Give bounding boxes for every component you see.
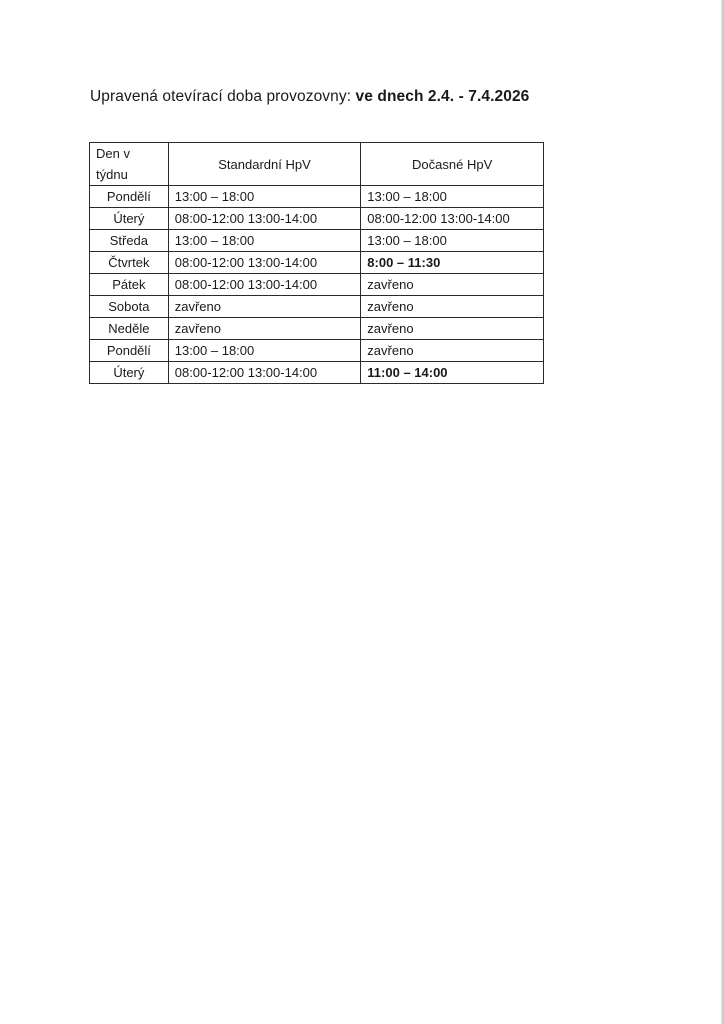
table-row [90, 340, 544, 362]
cell-standard-hours: 08:00-12:00 13:00-14:00 [168, 274, 361, 296]
table-row [90, 208, 544, 230]
table-row [90, 252, 544, 274]
header-day-line1: Den v [96, 146, 130, 161]
heading-dates: ve dnech 2.4. - 7.4.2026 [355, 88, 530, 105]
cell-temporary-hours: zavřeno [361, 296, 544, 318]
cell-day: Úterý [90, 362, 169, 384]
cell-day: Pondělí [90, 340, 169, 362]
cell-day: Neděle [90, 318, 169, 340]
cell-standard-hours: 08:00-12:00 13:00-14:00 [168, 362, 361, 384]
table-row [90, 362, 544, 384]
cell-temporary-hours: 8:00 – 11:30 [361, 252, 544, 274]
cell-standard-hours: 13:00 – 18:00 [168, 230, 361, 252]
cell-day: Čtvrtek [90, 252, 169, 274]
cell-day: Pondělí [90, 186, 169, 208]
table-row [90, 230, 544, 252]
header-standard-hours: Standardní HpV [168, 143, 361, 186]
heading-text: Upravená otevírací doba provozovny: [90, 88, 356, 105]
opening-hours-table [89, 142, 544, 384]
table-row [90, 186, 544, 208]
table-row [90, 318, 544, 340]
table-header-row [90, 143, 544, 186]
page-heading [90, 88, 529, 106]
cell-standard-hours: zavřeno [168, 318, 361, 340]
cell-temporary-hours: zavřeno [361, 340, 544, 362]
cell-temporary-hours: 08:00-12:00 13:00-14:00 [361, 208, 544, 230]
cell-standard-hours: 13:00 – 18:00 [168, 186, 361, 208]
header-temporary-hours: Dočasné HpV [361, 143, 544, 186]
header-day-line2: týdnu [96, 167, 128, 182]
cell-standard-hours: 08:00-12:00 13:00-14:00 [168, 208, 361, 230]
table-row [90, 296, 544, 318]
cell-temporary-hours: zavřeno [361, 318, 544, 340]
cell-day: Pátek [90, 274, 169, 296]
cell-temporary-hours: 13:00 – 18:00 [361, 230, 544, 252]
cell-standard-hours: 13:00 – 18:00 [168, 340, 361, 362]
cell-temporary-hours: 13:00 – 18:00 [361, 186, 544, 208]
cell-standard-hours: 08:00-12:00 13:00-14:00 [168, 252, 361, 274]
header-day-of-week [90, 143, 169, 186]
cell-day: Středa [90, 230, 169, 252]
cell-day: Úterý [90, 208, 169, 230]
table-row [90, 274, 544, 296]
cell-standard-hours: zavřeno [168, 296, 361, 318]
cell-temporary-hours: 11:00 – 14:00 [361, 362, 544, 384]
cell-temporary-hours: zavřeno [361, 274, 544, 296]
cell-day: Sobota [90, 296, 169, 318]
